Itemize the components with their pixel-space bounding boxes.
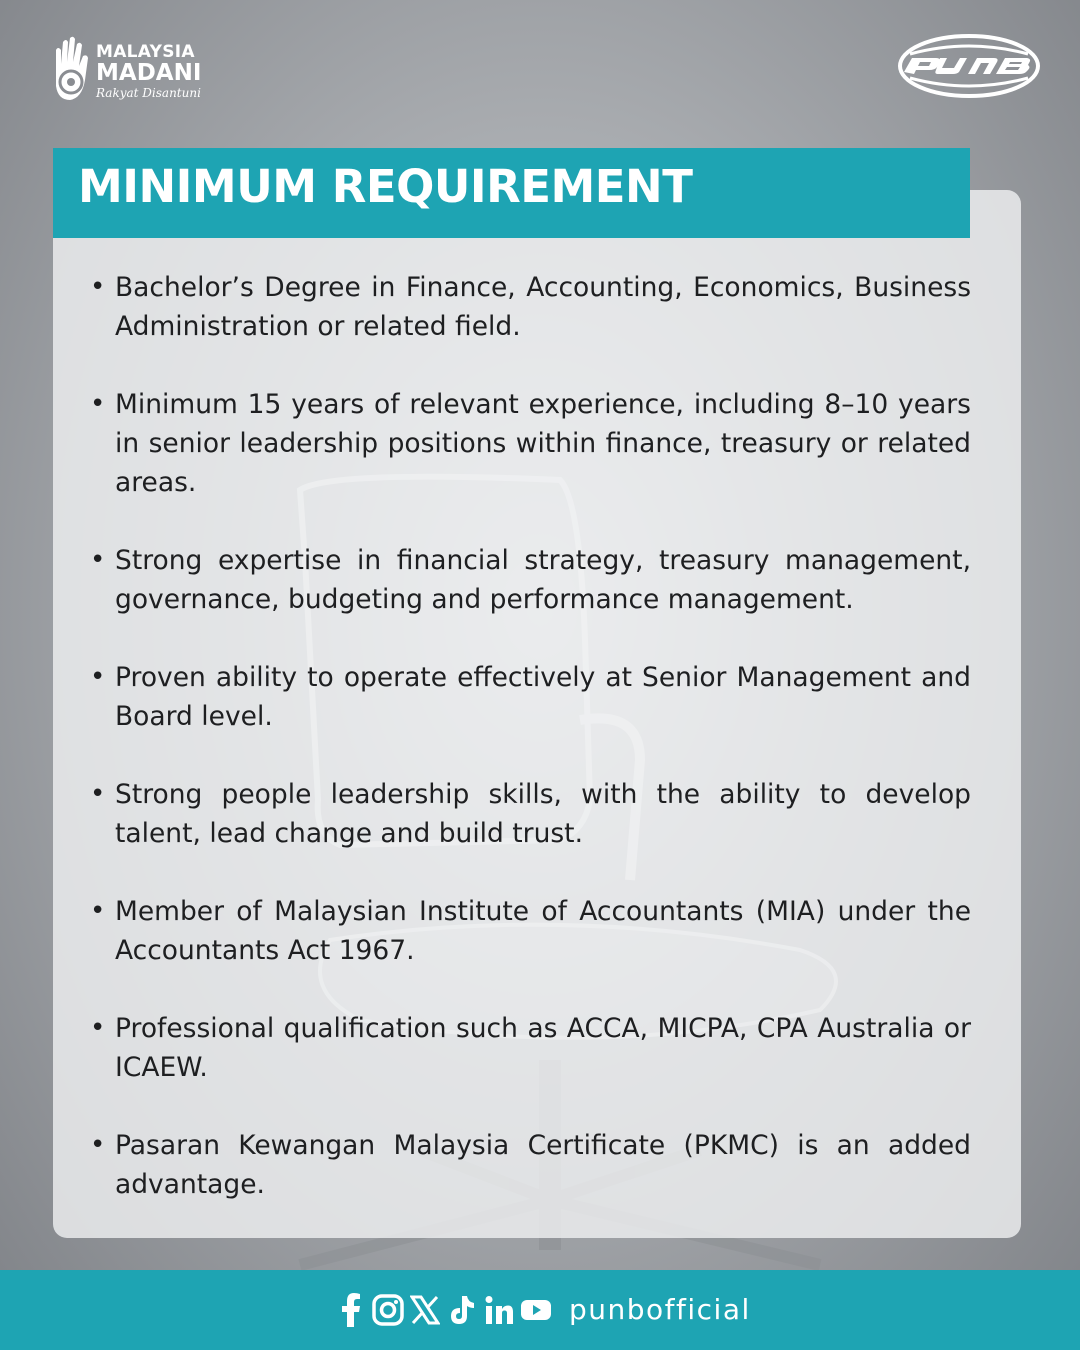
madani-logo-tagline: Rakyat Disantuni (96, 86, 201, 100)
malaysia-madani-logo (52, 36, 202, 104)
social-handle[interactable]: punbofficial (569, 1293, 751, 1326)
bullet-icon: • (90, 272, 106, 302)
footer-bar (0, 1270, 1080, 1350)
instagram-icon[interactable] (371, 1292, 405, 1328)
page-title: MINIMUM REQUIREMENT (78, 160, 693, 213)
x-icon[interactable] (408, 1292, 442, 1328)
bullet-icon: • (90, 1130, 106, 1160)
bullet-icon: • (90, 896, 106, 926)
social-icons (334, 1292, 556, 1328)
list-item (90, 1126, 971, 1204)
requirement-text: Bachelor’s Degree in Finance, Accounting, Economics, Business Administration or related field. (115, 272, 971, 342)
list-item (90, 385, 971, 502)
list-item (90, 775, 971, 853)
list-item (90, 658, 971, 736)
bullet-icon: • (90, 662, 106, 692)
list-item (90, 541, 971, 619)
punb-logo (896, 32, 1042, 100)
requirement-text: Pasaran Kewangan Malaysia Certificate (PKMC) is an added advantage. (115, 1130, 971, 1200)
youtube-icon[interactable] (519, 1292, 553, 1328)
requirement-text: Minimum 15 years of relevant experience, including 8–10 years in senior leadership positions within finance, treasury or related areas. (115, 389, 971, 498)
title-banner (53, 148, 970, 238)
madani-hand-icon (52, 36, 92, 102)
requirement-text: Strong people leadership skills, with the ability to develop talent, lead change and build trust. (115, 779, 971, 849)
list-item (90, 1009, 971, 1087)
madani-logo-line1: MALAYSIA (96, 42, 195, 62)
madani-logo-line2: MADANI (96, 60, 202, 86)
bullet-icon: • (90, 1013, 106, 1043)
requirement-text: Member of Malaysian Institute of Accountants (MIA) under the Accountants Act 1967. (115, 896, 971, 966)
list-item (90, 268, 971, 346)
bullet-icon: • (90, 389, 106, 419)
list-item (90, 892, 971, 970)
tiktok-icon[interactable] (445, 1292, 479, 1328)
linkedin-icon[interactable] (482, 1292, 516, 1328)
requirement-text: Proven ability to operate effectively at Senior Management and Board level. (115, 662, 971, 732)
bullet-icon: • (90, 779, 106, 809)
requirement-text: Professional qualification such as ACCA, MICPA, CPA Australia or ICAEW. (115, 1013, 971, 1083)
requirements-list (90, 268, 971, 1243)
facebook-icon[interactable] (334, 1292, 368, 1328)
requirement-text: Strong expertise in financial strategy, treasury management, governance, budgeting and performance management. (115, 545, 971, 615)
bullet-icon: • (90, 545, 106, 575)
